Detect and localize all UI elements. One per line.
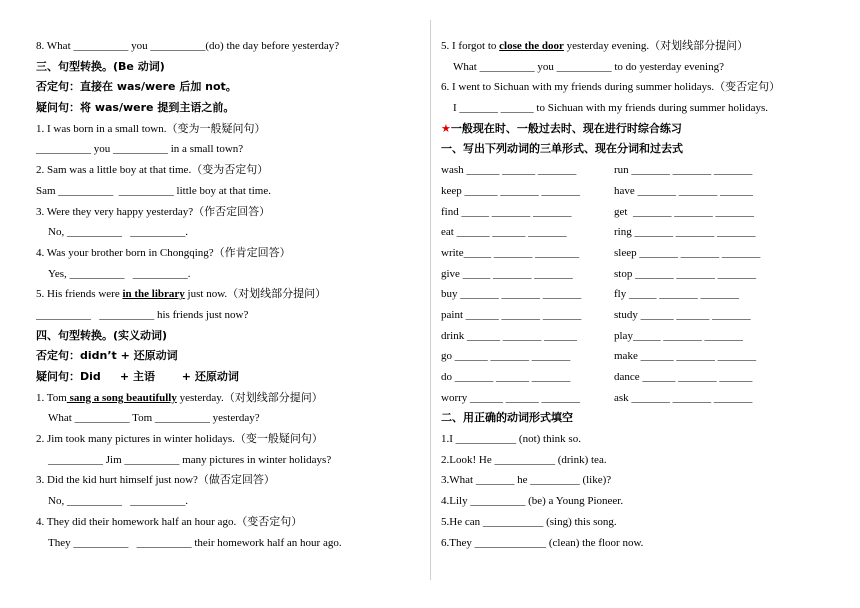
verb-item-right: play_____ _______ _______ <box>614 329 743 342</box>
verb-item-left: do _______ ______ _______ <box>441 371 571 383</box>
question-8: 8. What __________ you __________(do) the day before yesterday? <box>36 40 340 52</box>
s4-answer-4: They __________ __________ their homework half an hour ago. <box>48 536 342 549</box>
right-column <box>441 36 836 553</box>
r-q5-pre: 5. I forgot to <box>441 40 500 52</box>
verb-item-right: run _______ _______ _______ <box>614 164 753 177</box>
verb-item-right: ask _______ _______ _______ <box>614 391 753 404</box>
verb-row <box>441 284 836 305</box>
section-1-title: 一、写出下列动词的三单形式、现在分词和过去式 <box>441 142 683 156</box>
verb-item-left: worry ______ ______ _______ <box>441 391 581 404</box>
r-q5-post: yesterday evening.（对划线部分提问） <box>563 40 749 52</box>
star-heading <box>441 119 836 140</box>
verb-row <box>441 181 836 202</box>
verb-item-left: eat ______ ______ _______ <box>441 226 567 239</box>
verb-item-right: study ______ ______ _______ <box>614 308 751 321</box>
r-question-5 <box>441 36 836 57</box>
s4-answer-3: No, __________ __________. <box>48 495 188 508</box>
verb-item-left: give _____ _______ _______ <box>441 267 573 280</box>
s4-question-1 <box>36 388 416 409</box>
verb-row <box>441 305 836 326</box>
star-heading-text: 一般现在时、一般过去时、现在进行时综合练习 <box>450 121 682 135</box>
s3-q5-underlined: in the library <box>122 288 185 301</box>
s3-answer-5: __________ __________ his friends just now? <box>36 308 249 321</box>
s4-answer-1: What __________ Tom __________ yesterday? <box>48 412 260 425</box>
verb-item-right: fly _____ _______ _______ <box>614 288 739 301</box>
verb-item-left: keep ______ _______ _______ <box>441 184 581 197</box>
section-4-question-rule: 疑问句：Did + 主语 + 还原动词 <box>36 370 239 383</box>
fill-item: 6.They _____________ (clean) the floor now. <box>441 536 644 549</box>
verb-item-right: have _______ _______ ______ <box>614 184 754 197</box>
section-4-negative-rule: 否定句：didn’t + 还原动词 <box>36 349 178 363</box>
section-3-title: 三、句型转换。(Be 动词) <box>36 59 165 73</box>
s4-question-4: 4. They did their homework half an hour ago.（变否定句） <box>36 515 303 528</box>
section-4-title: 四、句型转换。(实义动词) <box>36 328 168 342</box>
verb-item-right: dance ______ _______ ______ <box>614 371 753 383</box>
verb-item-right: sleep _______ _______ _______ <box>614 246 761 259</box>
star-icon: ★ <box>441 121 451 135</box>
verb-item-right: ring _______ _______ _______ <box>614 226 756 239</box>
s3-answer-1: __________ you __________ in a small town? <box>36 143 244 156</box>
s4-question-2: 2. Jim took many pictures in winter holidays.（变一般疑问句） <box>36 433 323 446</box>
verb-item-left: paint ______ _______ _______ <box>441 308 582 321</box>
fill-item: 2.Look! He ___________ (drink) tea. <box>441 453 607 466</box>
r-question-6: 6. I went to Sichuan with my friends during summer holidays.（变否定句） <box>441 81 781 94</box>
section-3-question-rule: 疑问句：将 was/were 提到主语之前。 <box>36 101 235 115</box>
s3-answer-4: Yes, __________ __________. <box>48 267 191 280</box>
column-divider <box>430 20 431 580</box>
s3-question-3: 3. Were they very happy yesterday?（作否定回答） <box>36 205 271 218</box>
left-column <box>36 36 416 553</box>
s4-q1-underlined: sang a song beautifully <box>66 391 177 404</box>
s3-q5-pre: 5. His friends were <box>36 288 123 301</box>
r-answer-5: What __________ you __________ to do yesterday evening? <box>453 60 724 73</box>
s3-q5-post: just now.（对划线部分提问） <box>184 288 327 301</box>
verb-item-right: make ______ _______ _______ <box>614 350 757 363</box>
s3-answer-3: No, __________ __________. <box>48 226 188 239</box>
fill-item: 1.I ___________ (not) think so. <box>441 433 581 446</box>
s3-question-1: 1. I was born in a small town.（变为一般疑问句） <box>36 122 266 135</box>
verb-row <box>441 264 836 285</box>
section-3-negative-rule: 否定句：直接在 was/were 后加 not。 <box>36 80 237 94</box>
verb-row <box>441 367 836 388</box>
s4-question-3: 3. Did the kid hurt himself just now?（做否定回答） <box>36 474 275 487</box>
s3-question-2: 2. Sam was a little boy at that time.（变为否定句） <box>36 164 269 177</box>
r-q5-underlined: close the door <box>499 40 564 52</box>
verb-item-left: go ______ _______ _______ <box>441 350 571 363</box>
s4-answer-2: __________ Jim __________ many pictures in winter holidays? <box>48 453 332 466</box>
r-answer-6: I _______ ______ to Sichuan with my friends during summer holidays. <box>453 102 768 115</box>
verb-row <box>441 326 836 347</box>
s3-answer-2: Sam __________ __________ little boy at that time. <box>36 184 271 197</box>
verb-item-right: stop _______ _______ _______ <box>614 267 757 280</box>
fill-in-list <box>441 429 836 553</box>
s3-question-4: 4. Was your brother born in Chongqing?（作肯定回答） <box>36 246 291 259</box>
section-2-title: 二、用正确的动词形式填空 <box>441 411 573 425</box>
verb-item-left: wash ______ ______ _______ <box>441 164 577 177</box>
verb-row <box>441 243 836 264</box>
verb-item-right: get _______ _______ _______ <box>614 205 754 218</box>
verb-row <box>441 388 836 409</box>
s4-q1-post: yesterday.（对划线部分提问） <box>176 391 323 404</box>
verb-row <box>441 222 836 243</box>
verb-row <box>441 160 836 181</box>
verb-item-left: drink ______ _______ ______ <box>441 329 577 342</box>
verb-row <box>441 202 836 223</box>
verb-item-left: write_____ _______ ________ <box>441 246 580 259</box>
verb-item-left: buy _______ _______ _______ <box>441 288 582 301</box>
fill-item: 4.Lily __________ (be) a Young Pioneer. <box>441 495 624 508</box>
s3-question-5 <box>36 284 416 305</box>
fill-item: 5.He can ___________ (sing) this song. <box>441 515 617 528</box>
s4-q1-pre: 1. Tom <box>36 391 67 404</box>
verb-item-left: find _____ _______ _______ <box>441 205 572 218</box>
verb-forms-grid <box>441 160 836 408</box>
verb-row <box>441 346 836 367</box>
fill-item: 3.What _______ he _________ (like)? <box>441 474 612 487</box>
